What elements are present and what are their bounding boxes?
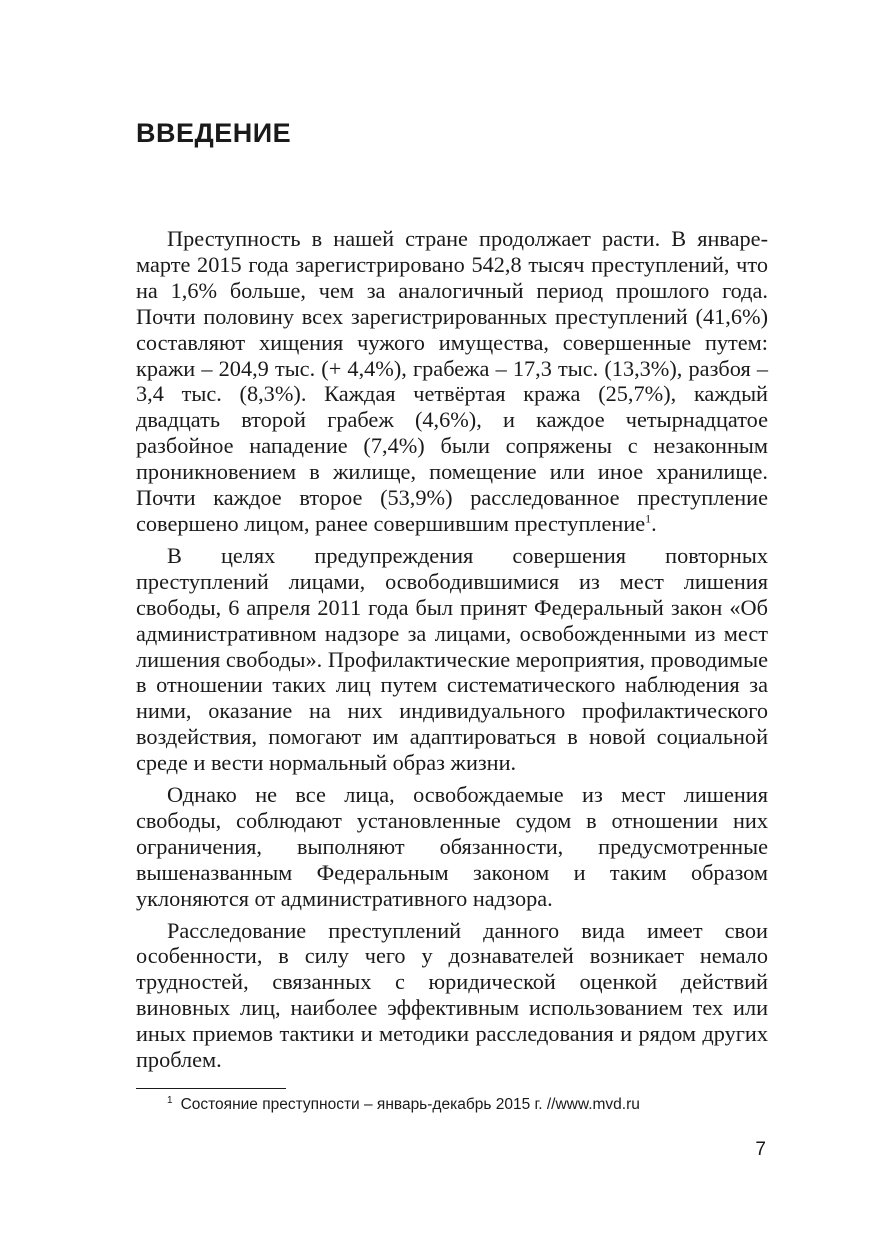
footnote-mark: 1 xyxy=(167,1094,173,1106)
page-number: 7 xyxy=(755,1139,766,1160)
paragraph-4: Расследование преступлений данного вида имеет свои особенности, в силу чего у дознавателей возникает немало трудностей, связанных с юридической оценкой действий виновных лиц, наиболее эффективным использованием тех или иных приемов тактики и методики расследования и рядом других проблем. xyxy=(136,917,768,1073)
paragraph-2: В целях предупреждения совершения повторных преступлений лицами, освободившимися из мест лишения свободы, 6 апреля 2011 года был принят Федеральный закон «Об административном надзоре за лицами, освобожденными из мест лишения свободы». Профилактические мероприятия, проводимые в отношении таких лиц путем систематического наблюдения за ними, оказание на них индивидуального профилактического воздействия, помогают им адаптироваться в новой социальной среде и вести нормальный образ жизни. xyxy=(136,542,768,776)
paragraph-3: Однако не все лица, освобождаемые из мест лишения свободы, соблюдают установленные судом в отношении них ограничения, выполняют обязанности, предусмотренные вышеназванным Федеральным законом и таким образом уклоняются от административного надзора. xyxy=(136,782,768,911)
footnote xyxy=(136,1095,768,1115)
footnote-reference: 1 xyxy=(645,511,652,526)
footnote-text: Состояние преступности – январь-декабрь 2015 г. //www.mvd.ru xyxy=(180,1096,640,1113)
paragraph-1: Преступность в нашей стране продолжает расти. В январе-марте 2015 года зарегистрировано 542,8 тысяч преступлений, что на 1,6% больше, чем за аналогичный период прошлого года. Почти половину всех зарегистрированных преступлений (41,6%) составляют хищения чужого имущества, совершенные путем: кражи – 204,9 тыс. (+ 4,4%), грабежа – 17,3 тыс. (13,3%), разбоя – 3,4 тыс. (8,3%). Каждая четвёртая кража (25,7%), каждый двадцать второй грабеж (4,6%), и каждое четырнадцатое разбойное нападение (7,4%) были сопряжены с незаконным проникновением в жилище, помещение или иное хранилище. Почти каждое второе (53,9%) расследованное преступление совершено лицом, ранее совершившим преступление$^1$. xyxy=(136,226,768,536)
paragraph-1-text: Преступность в нашей стране продолжает расти. В январе-марте 2015 года зарегистрировано 542,8 тысяч преступлений, что на 1,6% больше, чем за аналогичный период прошлого года. Почти половину всех зарегистрированных преступлений (41,6%) составляют хищения чужого имущества, совершенные путем: кражи – 204,9 тыс. (+ 4,4%), грабежа – 17,3 тыс. (13,3%), разбоя – 3,4 тыс. (8,3%). Каждая четвёртая кража (25,7%), каждый двадцать второй грабеж (4,6%), и каждое четырнадцатое разбойное нападение (7,4%) были сопряжены с незаконным проникновением в жилище, помещение или иное хранилище. Почти каждое второе (53,9%) расследованное преступление совершено лицом, ранее совершившим преступление xyxy=(136,226,768,536)
main-text xyxy=(136,226,768,1079)
section-heading: ВВЕДЕНИЕ xyxy=(136,118,292,148)
footnote-divider xyxy=(136,1088,286,1089)
